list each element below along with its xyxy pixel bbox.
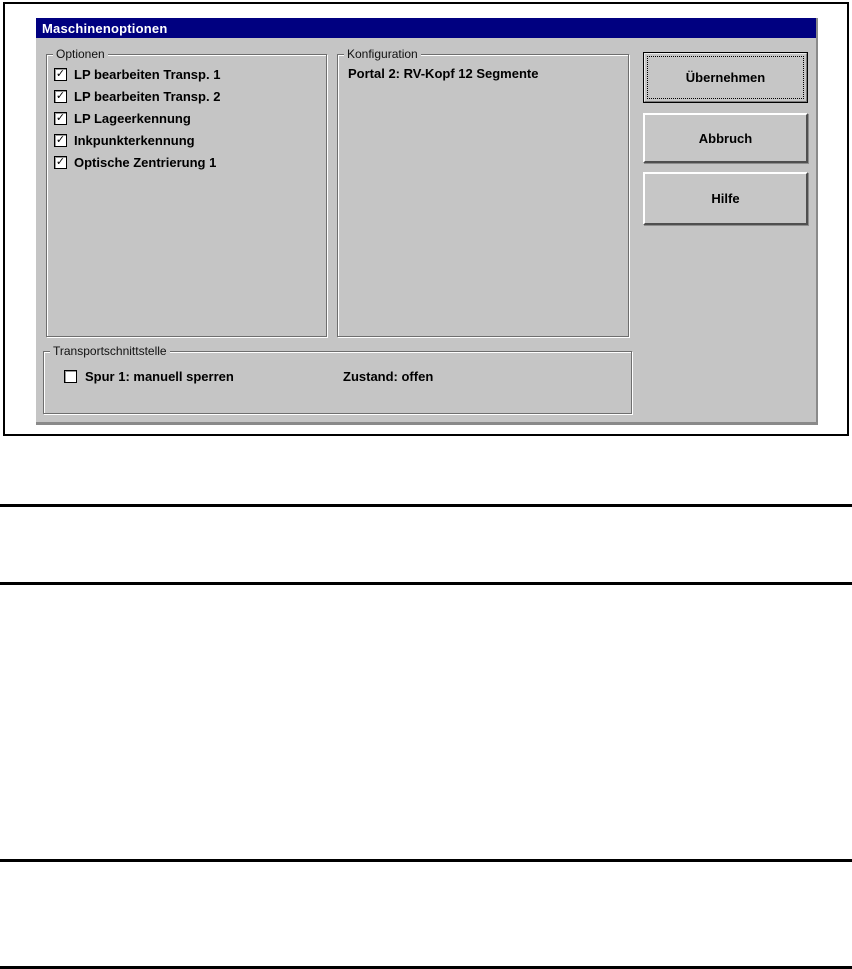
check-icon: ✓ — [55, 111, 66, 124]
konfiguration-group-label: Konfiguration — [344, 47, 421, 61]
transport-group-label: Transportschnittstelle — [50, 344, 170, 358]
checkbox-label: Optische Zentrierung 1 — [74, 154, 217, 170]
options-groupbox — [46, 47, 327, 337]
options-group-label: Optionen — [53, 47, 108, 61]
dialog-titlebar[interactable] — [36, 18, 816, 38]
transport-groupbox — [43, 344, 632, 414]
page-rule-2 — [0, 582, 852, 585]
transport-status-text: Zustand: offen — [343, 369, 434, 384]
uebernehmen-button[interactable] — [643, 52, 808, 103]
page-rule-3 — [0, 859, 852, 862]
maschinenoptionen-dialog — [36, 18, 818, 425]
page-rule-1 — [0, 504, 852, 507]
checkbox[interactable] — [54, 156, 67, 169]
checkbox[interactable] — [64, 370, 77, 383]
abbruch-button-label: Abbruch — [698, 130, 753, 146]
uebernehmen-button-label: Übernehmen — [685, 70, 766, 85]
checkbox-row-lp-bearbeiten-transp-1[interactable] — [51, 63, 322, 85]
checkbox-label: Spur 1: manuell sperren — [85, 369, 234, 384]
checkbox-label: LP bearbeiten Transp. 2 — [74, 88, 221, 104]
konfiguration-groupbox — [337, 47, 629, 337]
checkbox-label: LP bearbeiten Transp. 1 — [74, 66, 221, 82]
checkbox-label: Inkpunkterkennung — [74, 132, 195, 148]
check-icon: ✓ — [55, 133, 66, 146]
check-icon: ✓ — [55, 89, 66, 102]
dialog-title: Maschinenoptionen — [42, 20, 168, 36]
checkbox[interactable] — [54, 68, 67, 81]
checkbox[interactable] — [54, 112, 67, 125]
check-icon: ✓ — [55, 67, 66, 80]
checkbox-label: LP Lageerkennung — [74, 110, 191, 126]
checkbox-row-lp-bearbeiten-transp-2[interactable] — [51, 85, 322, 107]
checkbox-row-lp-lageerkennung[interactable] — [51, 107, 322, 129]
hilfe-button-label: Hilfe — [711, 191, 740, 206]
checkbox-row-inkpunkterkennung[interactable] — [51, 129, 322, 151]
screenshot-frame — [3, 2, 849, 436]
checkbox-row-spur1-manuell-sperren[interactable] — [64, 369, 234, 384]
checkbox-row-optische-zentrierung-1[interactable] — [51, 151, 322, 173]
checkbox[interactable] — [54, 134, 67, 147]
konfiguration-value: Portal 2: RV-Kopf 12 Segmente — [348, 66, 539, 81]
options-checkbox-list — [51, 63, 322, 173]
check-icon: ✓ — [55, 155, 66, 168]
abbruch-button[interactable] — [643, 113, 808, 163]
checkbox[interactable] — [54, 90, 67, 103]
hilfe-button[interactable] — [643, 172, 808, 225]
